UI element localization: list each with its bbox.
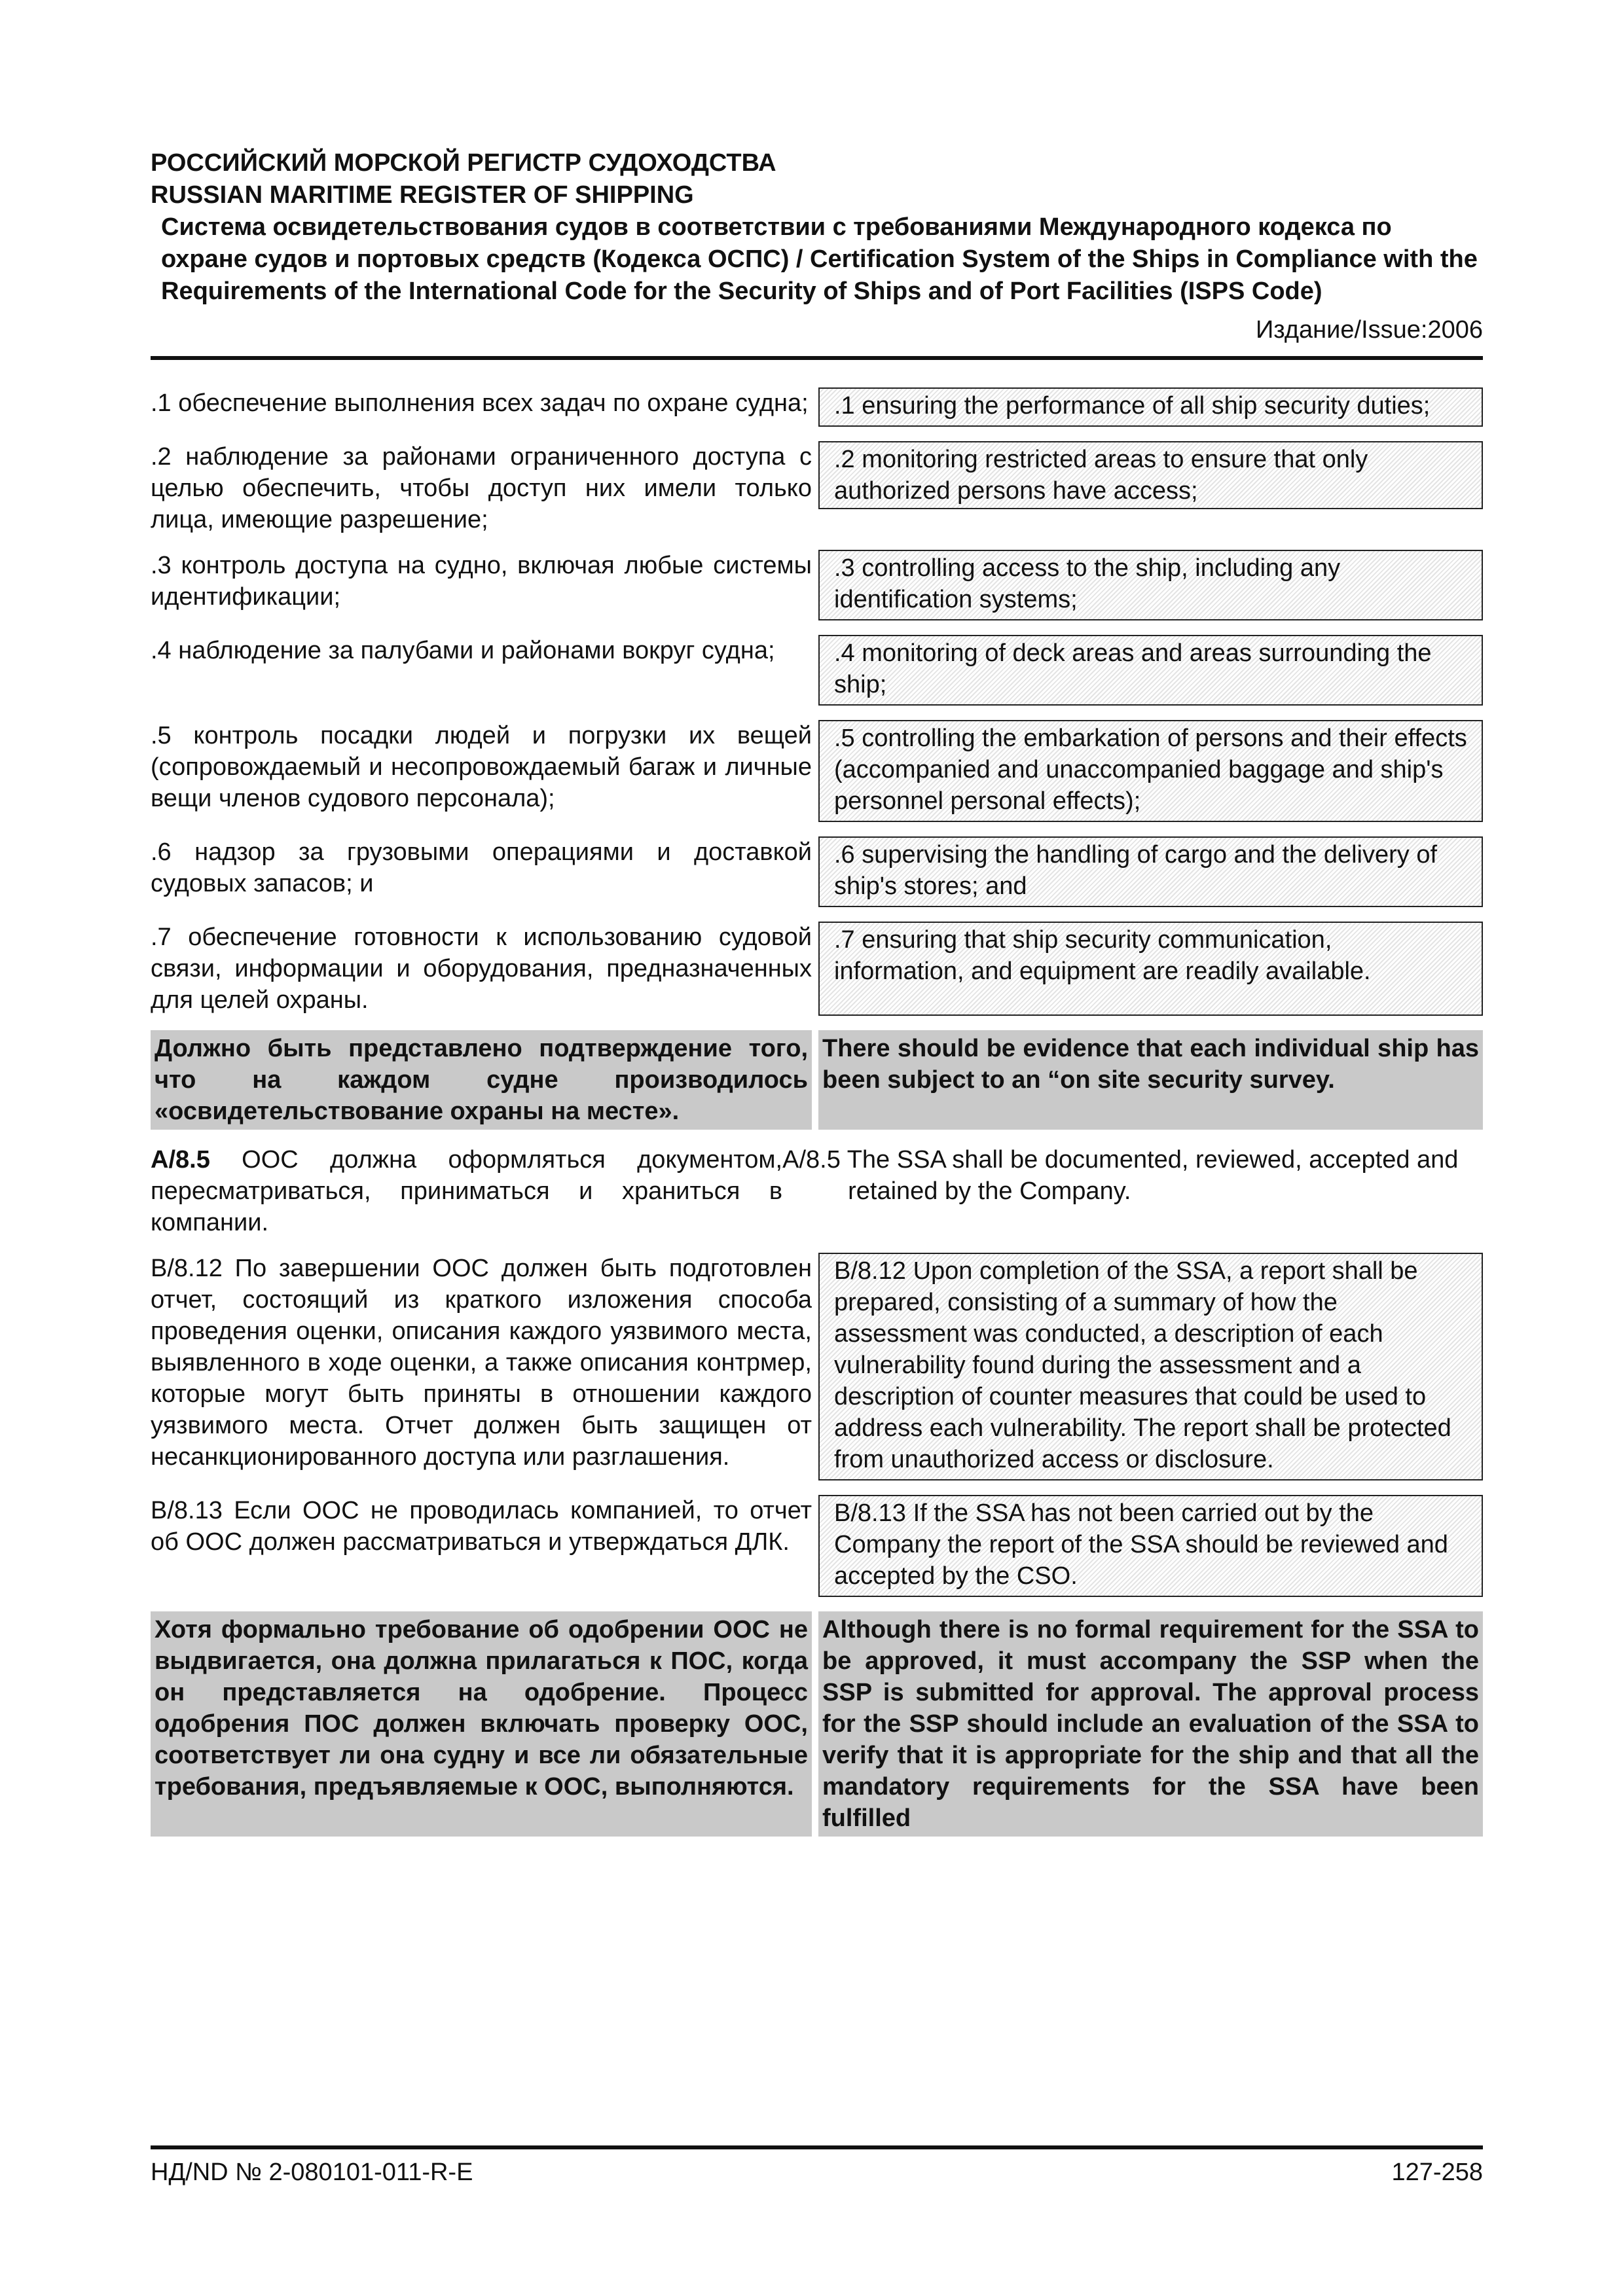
clause-b812-label: B/8.12 xyxy=(834,1257,906,1285)
item-en: .7 ensuring that ship security communication, information, and equipment are readily available. xyxy=(818,922,1483,1016)
approval-note-en: Although there is no formal requirement for the SSA to be approved, it must accompany the SSP when the SSP is submitted for approval. The approval process for the SSP should include an evaluation of the SSA to verify that it is appropriate for the ship and that all the mandatory requirements for the SSA have been fulfilled xyxy=(818,1611,1483,1837)
clause-b812-en-text: Upon completion of the SSA, a report shall be prepared, consisting of a summary of how the assessment was conducted, a description of each vulnerability found during the assessment and a description of counter measures that could be used to address each vulnerability. The report shall be protected from unauthorized access or disclosure. xyxy=(834,1257,1451,1473)
page-footer xyxy=(151,2145,1483,2186)
header-system-title: Система освидетельствования судов в соответствии с требованиями Международного кодекса по охране судов и портовых средств (Кодекса ОСПС) / Certification System of the Ships in Compliance with the Requirements of the International Code for the Security of Ships and of Port Facilities (ISPS Code) xyxy=(161,213,1478,305)
approval-note-row xyxy=(151,1611,1483,1837)
evidence-note-row xyxy=(151,1030,1483,1130)
item-row xyxy=(151,441,1483,535)
item-en: .6 supervising the handling of cargo and the delivery of ship's stores; and xyxy=(818,836,1483,907)
clause-a85-en: A/8.5 The SSA shall be documented, reviewed, accepted and retained by the Company. xyxy=(782,1146,1459,1205)
header-rule xyxy=(151,356,1483,360)
item-row xyxy=(151,836,1483,907)
page-number: 127-258 xyxy=(1391,2159,1483,2186)
item-en: .5 controlling the embarkation of persons and their effects (accompanied and unaccompanied baggage and ship's personnel personal effects); xyxy=(818,720,1483,822)
clause-b813-ru: B/8.13 Если ООС не проводилась компанией, то отчет об ООС должен рассматриваться и утверждаться ДЛК. xyxy=(151,1497,812,1556)
clause-a85-ru-text: ООС должна оформляться документом, пересматриваться, приниматься и храниться в компании. xyxy=(151,1146,783,1236)
item-en: .2 monitoring restricted areas to ensure that only authorized persons have access; xyxy=(818,441,1483,509)
item-row xyxy=(151,720,1483,822)
document-number: НД/ND № 2-080101-011-R-E xyxy=(151,2159,473,2186)
issue-label: Издание/Issue:2006 xyxy=(1255,316,1483,344)
item-ru: .3 контроль доступа на судно, включая любые системы идентификации; xyxy=(151,552,812,611)
item-en: .4 monitoring of deck areas and areas surrounding the ship; xyxy=(818,635,1483,706)
item-en: .3 controlling access to the ship, including any identification systems; xyxy=(818,550,1483,620)
item-row xyxy=(151,635,1483,706)
header-line-ru: РОССИЙСКИЙ МОРСКОЙ РЕГИСТР СУДОХОДСТВА xyxy=(151,149,776,177)
item-row xyxy=(151,550,1483,620)
clause-b812-en xyxy=(818,1253,1483,1480)
evidence-note-ru: Должно быть представлено подтверждение того, что на каждом судне производилось «освидетельствование охраны на месте». xyxy=(151,1030,812,1130)
approval-note-ru: Хотя формально требование об одобрении ООС не выдвигается, она должна прилагаться к ПОС, когда он представляется на одобрение. Процесс одобрения ПОС должен включать проверку ООС, соответствует ли она судну и все ли обязательные требования, предъявляемые к ООС, выполняются. xyxy=(151,1611,812,1837)
evidence-note-en: There should be evidence that each individual ship has been subject to an “on site security survey. xyxy=(818,1030,1483,1130)
document-header xyxy=(151,147,1483,308)
item-ru: .5 контроль посадки людей и погрузки их вещей (сопровождаемый и несопровождаемый багаж и личные вещи членов судового персонала); xyxy=(151,722,812,812)
item-en: .1 ensuring the performance of all ship security duties; xyxy=(818,387,1483,427)
item-ru: .2 наблюдение за районами ограниченного доступа с целью обеспечить, чтобы доступ них имели только лица, имеющие разрешение; xyxy=(151,443,812,533)
item-ru: .7 обеспечение готовности к использованию судовой связи, информации и оборудования, предназначенных для целей охраны. xyxy=(151,924,812,1014)
clause-b813-en xyxy=(818,1495,1483,1597)
clause-b813-label: B/8.13 xyxy=(834,1499,906,1527)
clause-a85-ru xyxy=(151,1144,782,1238)
item-ru: .4 наблюдение за палубами и районами вокруг судна; xyxy=(151,637,775,664)
clause-b813-en-text: If the SSA has not been carried out by the Company the report of the SSA should be reviewed and accepted by the CSO. xyxy=(834,1499,1448,1590)
document-page xyxy=(151,147,1483,1851)
clause-a85-label: A/8.5 xyxy=(151,1146,210,1174)
clause-b813-row xyxy=(151,1495,1483,1597)
header-line-en: RUSSIAN MARITIME REGISTER OF SHIPPING xyxy=(151,181,694,209)
item-ru: .1 обеспечение выполнения всех задач по охране судна; xyxy=(151,389,809,417)
clause-b812-row xyxy=(151,1253,1483,1480)
clause-b812-ru: B/8.12 По завершении ООС должен быть подготовлен отчет, состоящий из краткого изложения способа проведения оценки, описания каждого уязвимого места, выявленного в ходе оценки, а также описания контрмер, которые могут быть приняты в отношении каждого уязвимого места. Отчет должен быть защищен от несанкционированного доступа или разглашения. xyxy=(151,1255,812,1471)
clause-a85-row xyxy=(151,1144,1483,1238)
item-ru: .6 надзор за грузовыми операциями и доставкой судовых запасов; и xyxy=(151,838,812,897)
item-row xyxy=(151,387,1483,427)
content-grid xyxy=(151,387,1483,1837)
item-row xyxy=(151,922,1483,1016)
